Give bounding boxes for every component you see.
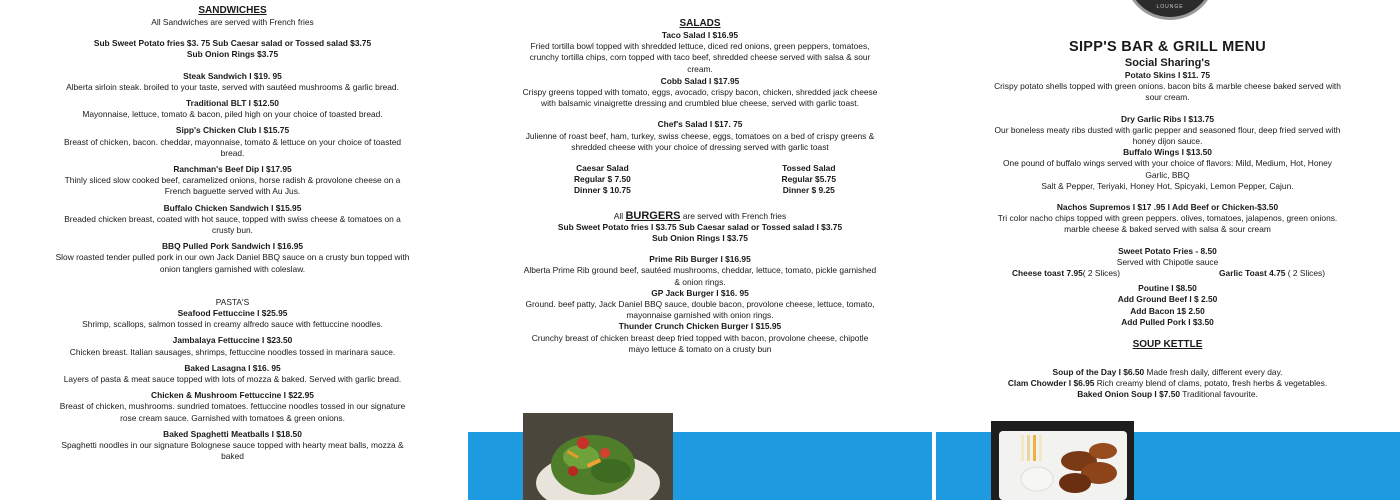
item-desc: Alberta sirloin steak. broiled to your taste, served with sautéed mushrooms & garlic bread. (66, 81, 399, 92)
menu-item (522, 321, 878, 355)
item-desc: Breaded chicken breast, coated with hot sauce, topped with swiss cheese & tomatoes on a crusty bun. (64, 213, 401, 236)
item-name: Potato Skins I $11. 75 (1124, 70, 1211, 80)
item-name: Chef's Salad I $17. 75 (657, 119, 743, 130)
sandwich-subs-line1: Sub Sweet Potato fries $3. 75 Sub Caesar salad or Tossed salad $3.75 (93, 38, 372, 49)
salad-price-table (522, 163, 878, 197)
item-desc: Thinly sliced slow cooked beef, caramelized onions, horse radish & provolone cheese on a French baguette served with Au Jus. (64, 175, 401, 197)
addons-list (990, 283, 1345, 328)
item-desc: Breast of chicken, bacon. cheddar, mayonnaise, tomato & lettuce on your choice of toasted bread. (63, 136, 402, 158)
soup-item (990, 378, 1345, 389)
caesar-salad-prices (574, 163, 631, 197)
menu-subtitle: Social Sharing's (1124, 57, 1211, 69)
menu-item (55, 164, 410, 198)
burgers-note-post: are served with French fries (682, 210, 787, 221)
menu-item (990, 202, 1345, 236)
item-desc: Crispy potato shells topped with green onions. bacon bits & marble cheese baked served with sour cream. (994, 81, 1341, 103)
cheese-toast (1012, 268, 1120, 279)
item-desc: Julienne of roast beef, ham, turkey, swiss cheese, eggs, tomatoes on a bed of crispy greens & shredded cheese with your choice of dressing served with garlic toast (525, 130, 875, 152)
item-name: Baked Spaghetti Meatballs I $18.50 (163, 428, 302, 439)
soup-item (990, 389, 1345, 400)
menu-item (990, 147, 1345, 181)
item-desc: Fried tortilla bowl topped with shredded lettuce, diced red onions, green peppers, tomatoes, crunchy tortilla chips, corn topped with taco beef, shredded cheese served with salsa & sour cream. (529, 41, 871, 74)
item-name: Dry Garlic Ribs I $13.75 (1120, 113, 1215, 124)
menu-item (55, 203, 410, 237)
menu-item (55, 363, 410, 385)
item-desc: Crunchy breast of chicken breast deep fried topped with bacon, provolone cheese, chipotle mayo lettuce & tomato on a crusty bun (531, 332, 869, 354)
soup-item (990, 367, 1345, 378)
item-name: Soup of the Day I $6.50 (1052, 367, 1145, 378)
item-desc: Rich creamy blend of clams, potato, fresh herbs & vegetables. (1096, 378, 1328, 389)
menu-item (55, 308, 410, 330)
item-name: Sweet Potato Fries - 8.50 (1118, 245, 1217, 256)
garlic-toast-note: ( 2 Slices) (1287, 268, 1325, 279)
addon-item: Add Pulled Pork I $3.50 (1121, 316, 1214, 327)
tossed-salad-prices (782, 163, 836, 197)
item-desc: Layers of pasta & meat sauce topped with lots of mozza & baked. Served with garlic bread. (63, 374, 402, 385)
toast-row (990, 268, 1345, 279)
item-desc: One pound of buffalo wings served with your choice of flavors: Mild, Medium, Hot, Honey Garlic, BBQ (1003, 158, 1332, 180)
addon-item: Poutine I $8.50 (1138, 283, 1197, 294)
caesar-salad-dinner: Dinner $ 10.75 (574, 185, 631, 196)
menu-item (522, 288, 878, 322)
menu-item (55, 390, 410, 424)
menu-item (990, 114, 1345, 148)
item-desc: Our boneless meaty ribs dusted with garlic pepper and seasoned flour, deep fried served with honey dijon sauce. (994, 124, 1341, 147)
pasta-heading: PASTA'S (215, 296, 250, 307)
item-name: Buffalo Chicken Sandwich I $15.95 (163, 202, 302, 213)
sandwich-subs-line2: Sub Onion Rings $3.75 (186, 49, 279, 60)
item-name: Jambalaya Fettuccine I $23.50 (172, 335, 293, 346)
burger-subs-line2: Sub Onion Rings I $3.75 (652, 233, 748, 244)
menu-item (55, 429, 410, 463)
tossed-salad-name: Tossed Salad (782, 163, 836, 174)
tossed-salad-regular: Regular $5.75 (781, 174, 836, 185)
item-desc: Slow roasted tender pulled pork in our own Jack Daniel BBQ sauce on a crusty bun topped with onion tanglers garnished with coleslaw. (55, 252, 410, 274)
tossed-salad-dinner: Dinner $ 9.25 (782, 185, 835, 196)
sandwiches-note: All Sandwiches are served with French fries (151, 17, 314, 27)
menu-item (522, 254, 878, 288)
item-name: Cobb Salad I $17.95 (660, 75, 740, 86)
burger-subs-line1: Sub Sweet Potato fries I $3.75 Sub Caesar salad or Tossed salad I $3.75 (557, 221, 843, 232)
item-name: Thunder Crunch Chicken Burger I $15.95 (618, 321, 782, 332)
item-desc: Alberta Prime Rib ground beef, sautéed mushrooms, cheddar, lettuce, tomato, pickle garnished & onion rings. (523, 265, 877, 287)
addon-item: Add Ground Beef I $ 2.50 (1117, 294, 1218, 305)
item-name: Ranchman's Beef Dip I $17.95 (173, 164, 292, 175)
item-name: Sipp's Chicken Club I $15.75 (175, 125, 290, 136)
sandwiches-column (55, 0, 410, 500)
item-desc: Shrimp, scallops, salmon tossed in creamy alfredo sauce with fettuccine noodles. (82, 319, 383, 330)
item-desc: Chicken breast. Italian sausages, shrimps, fettuccine noodles tossed in marinara sauce. (69, 346, 396, 357)
soup-heading: SOUP KETTLE (1132, 339, 1203, 351)
menu-item (522, 76, 878, 110)
item-desc: Crispy greens topped with tomato, eggs, avocado, crispy bacon, chicken, shredded jack cheese with balsamic vinaigrette dressing and crumbled blue cheese, served with garlic toast. (522, 87, 878, 109)
item-name: Traditional BLT I $12.50 (186, 98, 279, 109)
item-desc: Spaghetti noodles in our signature Bolognese sauce topped with hearty meat balls, mozza & baked (61, 440, 404, 462)
logo-text: LOUNGE (1156, 4, 1184, 10)
garlic-toast (1219, 268, 1325, 279)
item-name: Buffalo Wings I $13.50 (1123, 147, 1212, 158)
item-name: Baked Onion Soup I $7.50 (1077, 389, 1181, 400)
item-name: BBQ Pulled Pork Sandwich I $16.95 (161, 241, 304, 252)
item-name: GP Jack Burger I $16. 95 (651, 287, 749, 298)
cheese-toast-name: Cheese toast 7.95 (1012, 268, 1083, 279)
menu-item (55, 241, 410, 275)
soup-list (990, 367, 1345, 401)
menu-item (522, 30, 878, 75)
menu-item (55, 125, 410, 159)
burgers-note-pre: All (613, 210, 624, 221)
sandwiches-heading: SANDWICHES (198, 5, 267, 16)
item-desc: Traditional favourite. (1182, 389, 1258, 400)
item-name: Prime Rib Burger I $16.95 (649, 254, 751, 265)
caesar-salad-regular: Regular $ 7.50 (574, 174, 631, 185)
item-name: Clam Chowder I $6.95 (1007, 378, 1095, 389)
item-name: Baked Lasagna I $16. 95 (184, 362, 281, 373)
addon-item: Add Bacon 1$ 2.50 (1130, 305, 1205, 316)
item-desc: Tri color nacho chips topped with green peppers. olives, tomatoes, jalapenos, green onions. marble cheese & baked served with salsa & sour cream (997, 213, 1338, 235)
caesar-salad-name: Caesar Salad (576, 163, 629, 174)
menu-item (55, 98, 410, 120)
menu-item (990, 70, 1345, 104)
item-desc: Mayonnaise, lettuce, tomato & bacon, piled high on your choice of toasted bread. (82, 109, 383, 120)
item-name: Taco Salad I $16.95 (661, 30, 739, 40)
item-name: Seafood Fettuccine I $25.95 (177, 308, 288, 319)
wings-photo (991, 421, 1134, 500)
wing-flavors: Salt & Pepper, Teriyaki, Honey Hot, Spicyaki, Lemon Pepper, Cajun. (1041, 180, 1294, 191)
cheese-toast-note: ( 2 Slices) (1082, 268, 1120, 279)
salad-photo (523, 413, 673, 500)
item-name: Steak Sandwich I $19. 95 (183, 70, 282, 81)
menu-item (522, 119, 878, 153)
menu-item (55, 335, 410, 357)
item-desc: Made fresh daily, different every day. (1146, 367, 1283, 378)
menu-title: SIPP'S BAR & GRILL MENU (1069, 39, 1266, 55)
item-name: Chicken & Mushroom Fettuccine I $22.95 (151, 390, 314, 401)
menu-item (990, 246, 1345, 268)
item-name: Nachos Supremos I $17 .95 I Add Beef or Chicken-$3.50 (1056, 202, 1279, 213)
garlic-toast-name: Garlic Toast 4.75 (1219, 268, 1286, 279)
item-desc: Breast of chicken, mushrooms. sundried tomatoes. fettuccine noodles tossed in our signature rose cream sauce. Garnished with tomatoes & green onions. (59, 401, 406, 423)
burgers-note (522, 211, 878, 222)
menu-item (55, 71, 410, 93)
item-desc: Served with Chipotle sauce (1116, 256, 1219, 267)
burgers-heading: BURGERS (625, 209, 681, 222)
salads-heading: SALADS (679, 18, 721, 29)
item-desc: Ground. beef patty, Jack Daniel BBQ sauce, double bacon, provolone cheese, lettuce, tomato, mayonnaise garnished with onion rings. (525, 299, 875, 321)
